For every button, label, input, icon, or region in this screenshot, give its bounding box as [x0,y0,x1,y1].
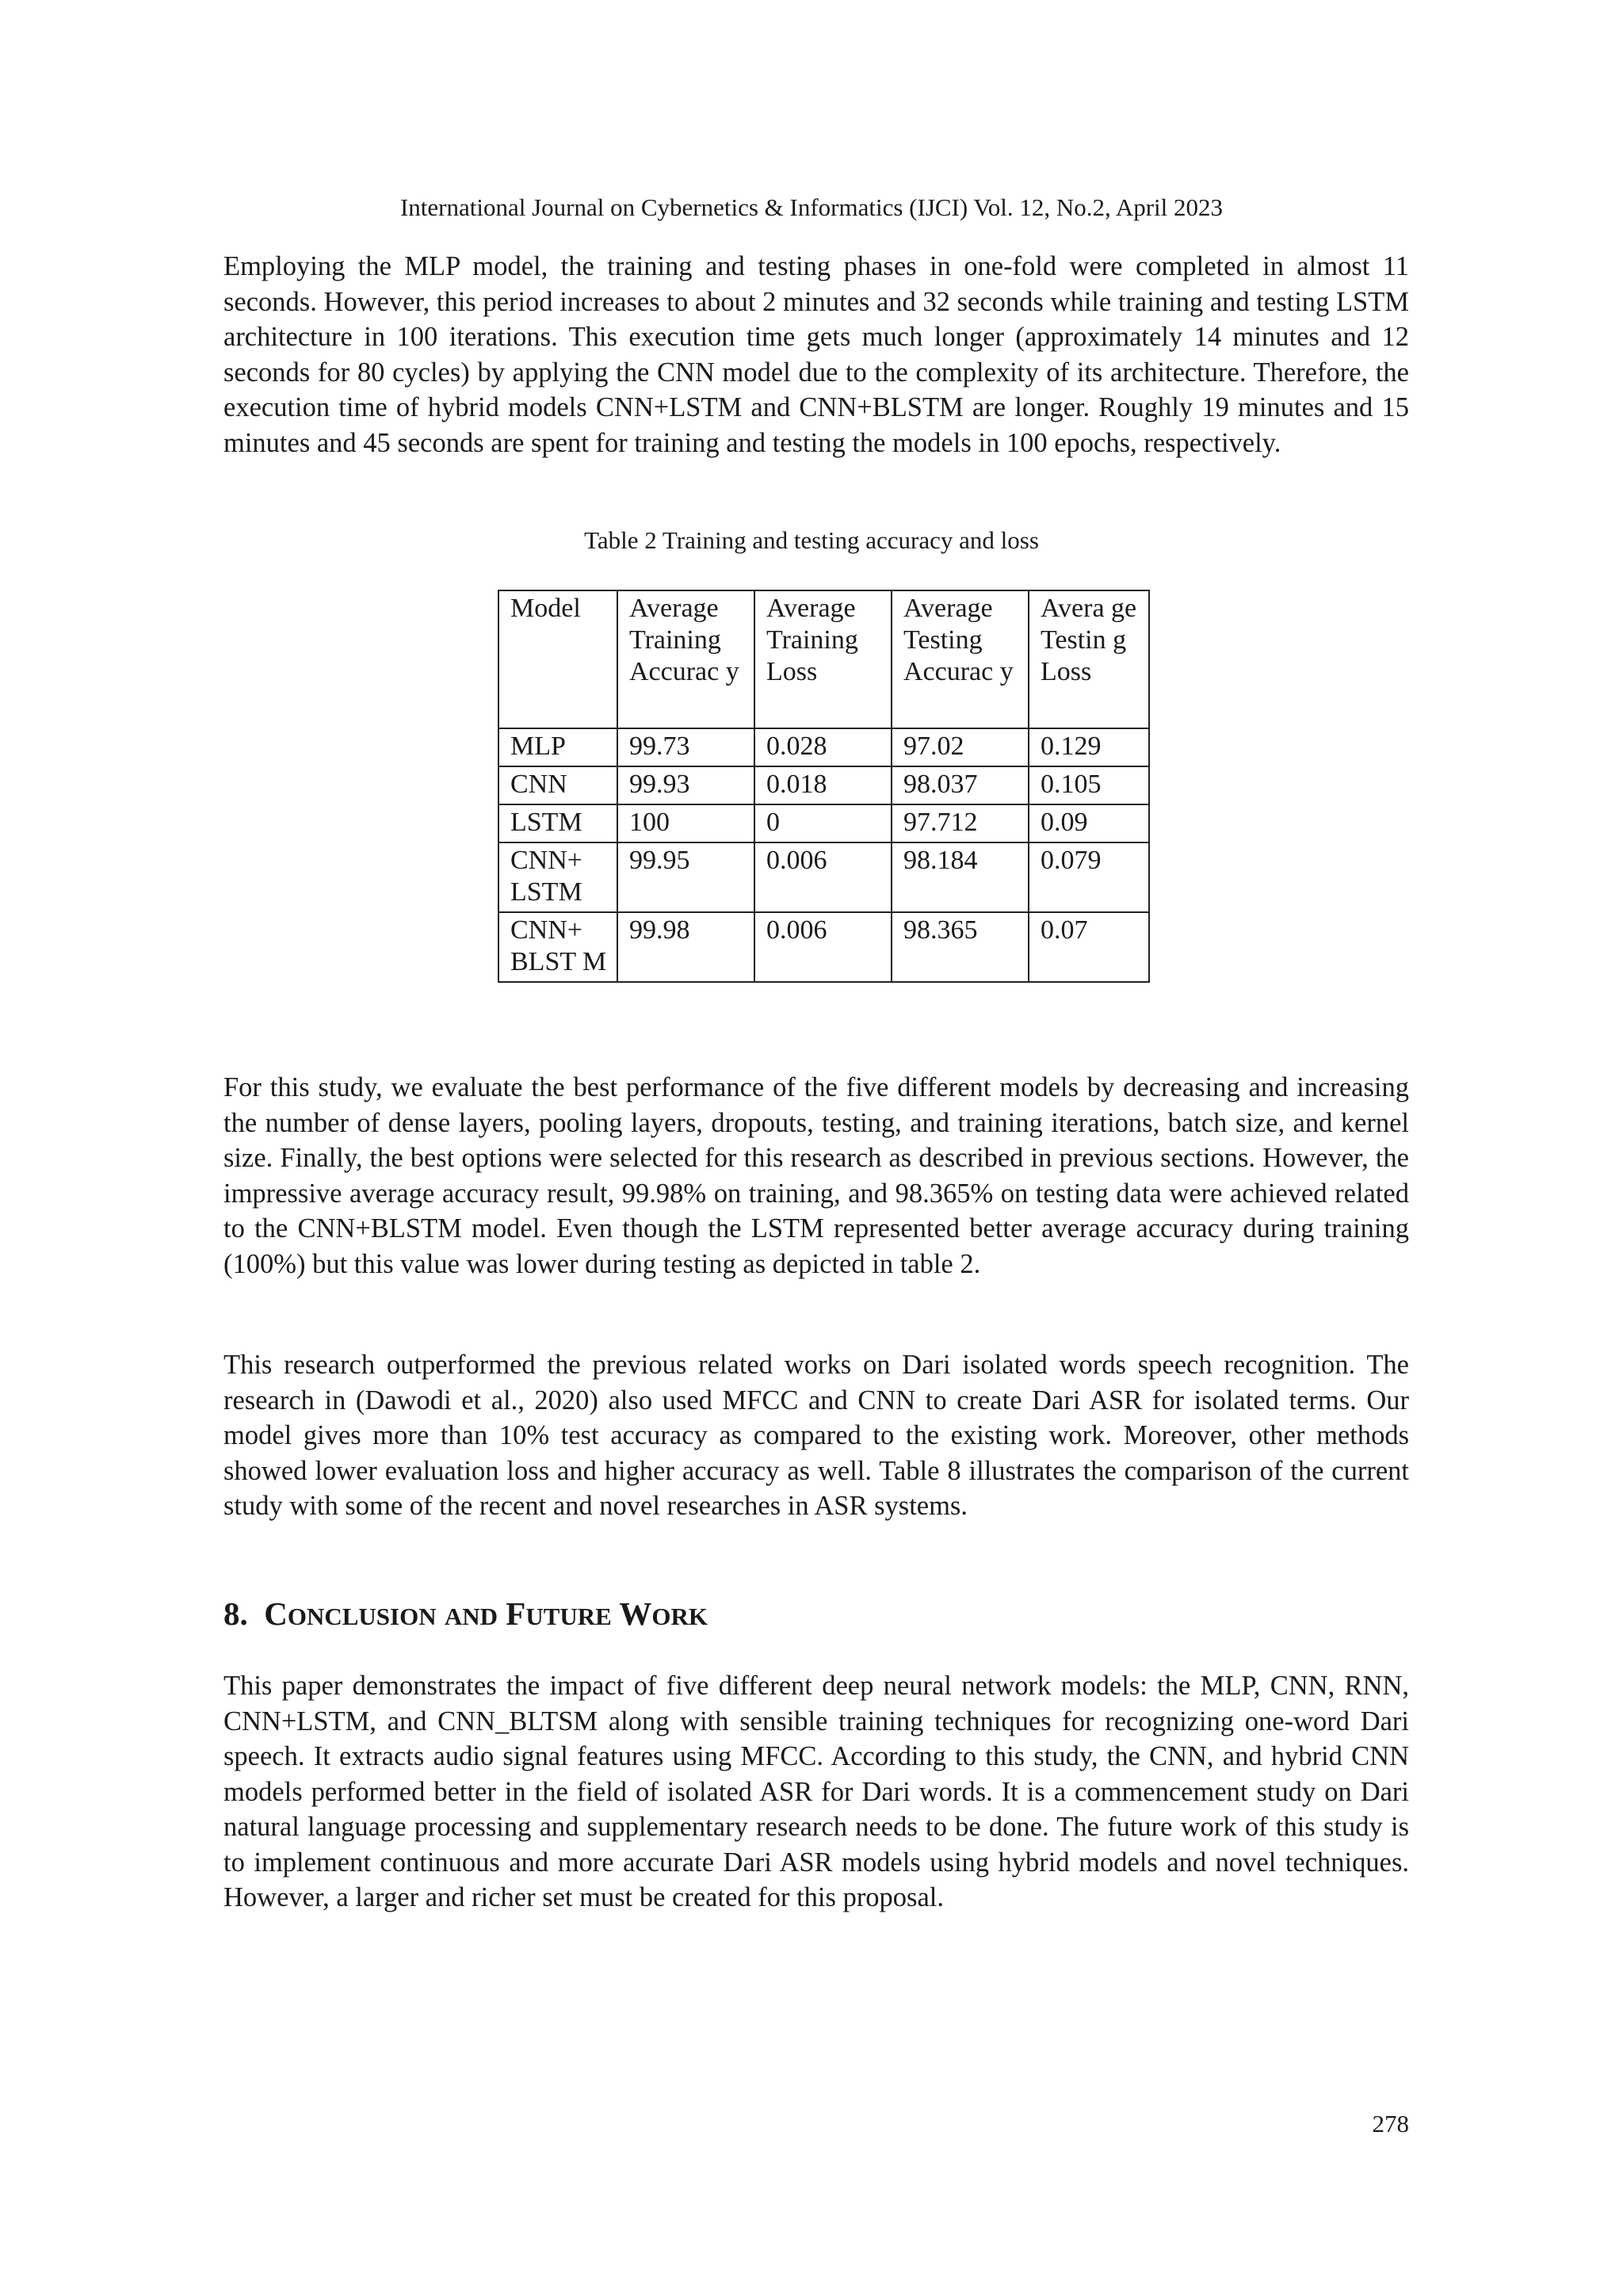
paragraph-conclusion: This paper demonstrates the impact of five different deep neural network models: the MLP, CNN, RNN, CNN+LSTM, and CNN_BLTSM along with sensible training techniques for recognizing one-word Dari speech. It extracts audio signal features using MFCC. According to this study, the CNN, and hybrid CNN models performed better in the field of isolated ASR for Dari words. It is a commencement study on Dari natural language processing and supplementary research needs to be done. The future work of this study is to implement continuous and more accurate Dari ASR models using hybrid models and novel techniques. However, a larger and richer set must be created for this proposal. [223,1671,1409,1912]
table-row [498,842,1149,912]
section-word: AND [444,1603,498,1630]
table-cell: 100 [617,804,754,842]
section-number: 8. [223,1595,248,1632]
table-cell: 0.079 [1029,842,1149,912]
paragraph-performance: For this study, we evaluate the best performance of the five different models by decreasing and increasing the number of dense layers, pooling layers, dropouts, testing, and training iterations, batch size, and kernel size. Finally, the best options were selected for this research as described in previous sections. However, the impressive average accuracy result, 99.98% on training, and 98.365% on testing data were achieved related to the CNN+BLSTM model. Even though the LSTM represented better average accuracy during training (100%) but this value was lower during testing as depicted in table 2. [223,1072,1409,1279]
table-caption: Table 2 Training and testing accuracy and loss [584,526,1039,554]
section-word: WORK [619,1595,708,1632]
table-cell: 98.184 [892,842,1029,912]
table-cell: CNN+ BLST M [498,912,617,982]
table-cell: 99.95 [617,842,754,912]
table-cell: CNN+ LSTM [498,842,617,912]
header-cell-avg-training-loss: Average Training Loss [754,590,892,728]
table-cell: 0.129 [1029,728,1149,766]
table-cell: 99.98 [617,912,754,982]
header-cell-model: Model [498,590,617,728]
table-cell: 98.037 [892,766,1029,804]
header-cell-avg-training-accuracy: Average Training Accurac y [617,590,754,728]
table-row [498,728,1149,766]
table-cell: MLP [498,728,617,766]
section-heading [223,1593,708,1637]
table-cell: LSTM [498,804,617,842]
section-word: FUTURE [506,1595,612,1632]
table-row [498,766,1149,804]
table-cell: 0.09 [1029,804,1149,842]
table-cell: 0.018 [754,766,892,804]
section-word: CONCLUSION [264,1595,437,1632]
paragraph-comparison: This research outperformed the previous related works on Dari isolated words speech recognition. The research in (Dawodi et al., 2020) also used MFCC and CNN to create Dari ASR for isolated terms. Our model gives more than 10% test accuracy as compared to the existing work. Moreover, other methods showed lower evaluation loss and higher accuracy as well. Table 8 illustrates the comparison of the current study with some of the recent and novel researches in ASR systems. [223,1350,1409,1521]
table-header-row [498,590,1149,728]
table-cell: 0 [754,804,892,842]
table-cell: 0.006 [754,842,892,912]
table-cell: 97.02 [892,728,1029,766]
header-cell-avg-testing-accuracy: Average Testing Accurac y [892,590,1029,728]
paragraph-execution-time: Employing the MLP model, the training and testing phases in one-fold were completed in almost 11 seconds. However, this period increases to about 2 minutes and 32 seconds while training and testing LSTM architecture in 100 iterations. This execution time gets much longer (approximately 14 minutes and 12 seconds for 80 cycles) by applying the CNN model due to the complexity of its architecture. Therefore, the execution time of hybrid models CNN+LSTM and CNN+BLSTM are longer. Roughly 19 minutes and 15 minutes and 45 seconds are spent for training and testing the models in 100 epochs, respectively. [223,251,1409,458]
results-table [498,590,1150,983]
table-cell: 0.006 [754,912,892,982]
table-cell: 99.73 [617,728,754,766]
header-cell-avg-testing-loss: Avera ge Testin g Loss [1029,590,1149,728]
table-cell: CNN [498,766,617,804]
journal-header: International Journal on Cybernetics & Informatics (IJCI) Vol. 12, No.2, April 2023 [399,193,1224,221]
table-row [498,912,1149,982]
table-cell: 0.07 [1029,912,1149,982]
table-cell: 0.105 [1029,766,1149,804]
table-cell: 0.028 [754,728,892,766]
table-cell: 99.93 [617,766,754,804]
table-row [498,804,1149,842]
table-cell: 97.712 [892,804,1029,842]
page-number: 278 [1372,2110,1409,2137]
table-cell: 98.365 [892,912,1029,982]
